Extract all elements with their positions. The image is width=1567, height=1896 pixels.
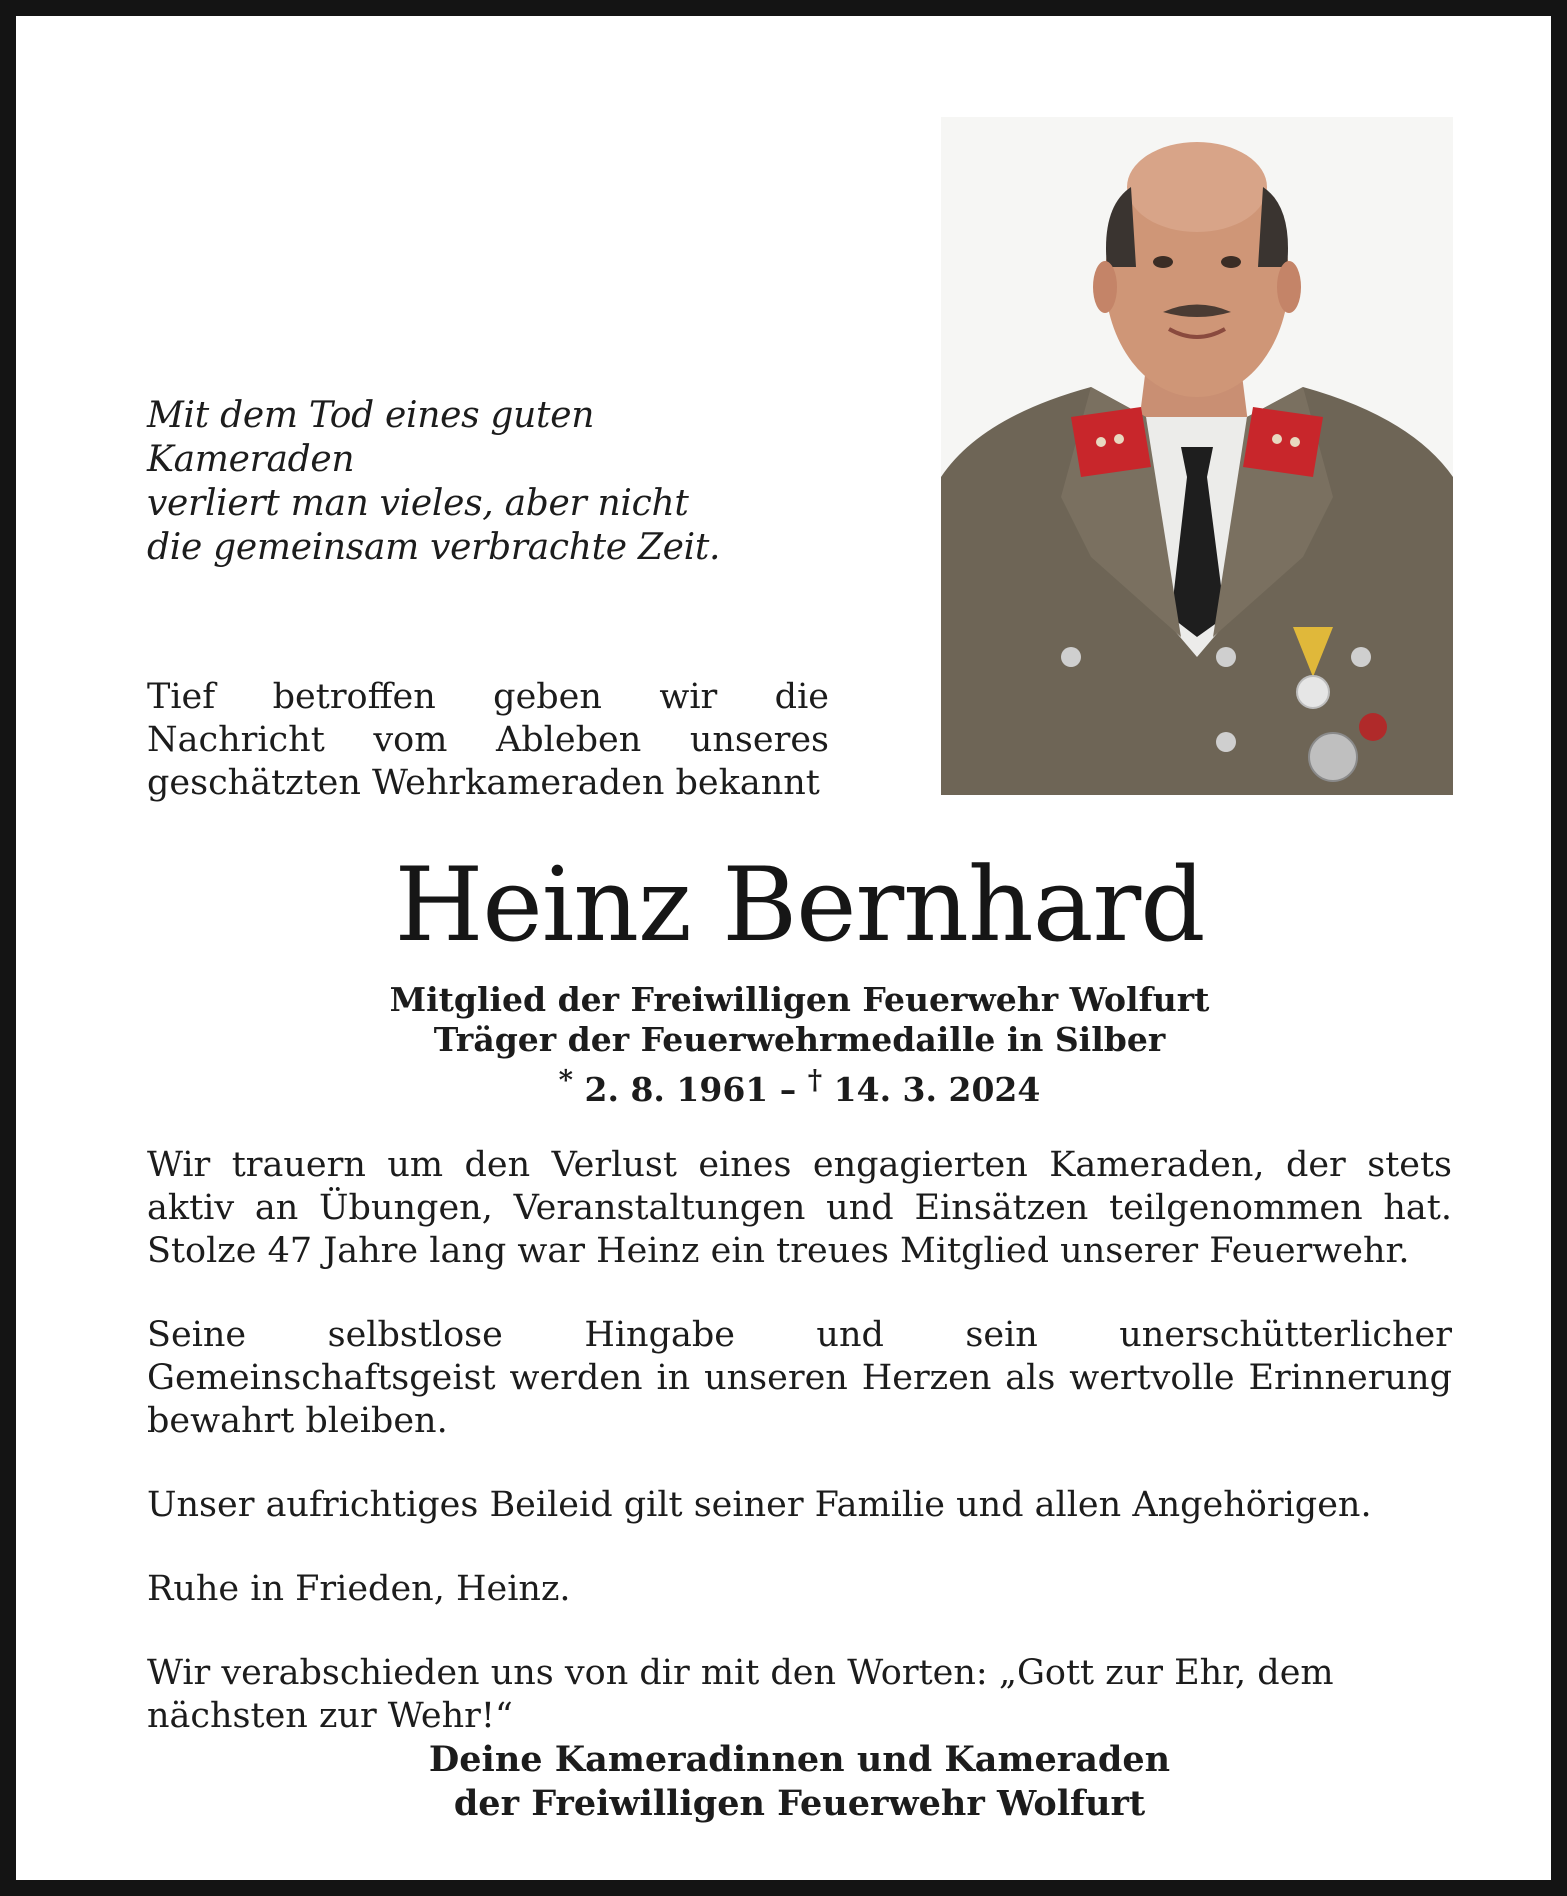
collar-patch-left xyxy=(1071,407,1151,477)
medal-line: Träger der Feuerwehrmedaille in Silber xyxy=(433,1020,1166,1059)
date-dash: – xyxy=(779,1070,797,1109)
body-paragraph: Wir verabschieden uns von dir mit den Worten: „Gott zur Ehr, dem nächsten zur Wehr!“ xyxy=(147,1653,1334,1736)
signature-line: Deine Kameradinnen und Kameraden xyxy=(428,1739,1171,1780)
membership-line: Mitglied der Freiwilligen Feuerwehr Wolfurt xyxy=(389,980,1210,1019)
collar-patch-right xyxy=(1243,407,1323,477)
quote-line: Mit dem Tod eines guten Kameraden xyxy=(147,395,595,480)
intro-text: Tief betroffen geben wir die Nachricht vom Ableben unseres geschätzten Wehrkameraden bekannt xyxy=(147,677,829,803)
life-dates xyxy=(16,1060,1567,1110)
birth-date: 2. 8. 1961 xyxy=(584,1070,769,1109)
deceased-name: Heinz Bernhard xyxy=(394,846,1205,965)
body-paragraph: Seine selbstlose Hingabe und sein unerschütterlicher Gemeinschaftsgeist werden in unseren Herzen als wertvolle Erinnerung bewahrt bleiben. xyxy=(147,1315,1452,1441)
obituary-body xyxy=(147,1144,1452,1779)
silver-medal xyxy=(1297,676,1329,708)
death-symbol: † xyxy=(807,1064,823,1096)
birth-symbol: * xyxy=(558,1064,574,1096)
body-paragraph: Ruhe in Frieden, Heinz. xyxy=(147,1569,571,1609)
death-date: 14. 3. 2024 xyxy=(833,1070,1041,1109)
quote-line: verliert man vieles, aber nicht xyxy=(147,483,689,524)
portrait-photo xyxy=(941,117,1453,795)
signature-line: der Freiwilligen Feuerwehr Wolfurt xyxy=(453,1783,1146,1824)
memorial-quote xyxy=(147,394,787,570)
signature-block xyxy=(16,1738,1567,1826)
portrait-illustration xyxy=(941,117,1453,795)
deceased-details xyxy=(16,980,1567,1110)
body-paragraph: Unser aufrichtiges Beileid gilt seiner Familie und allen Angehörigen. xyxy=(147,1485,1372,1525)
quote-line: die gemeinsam verbrachte Zeit. xyxy=(147,527,721,568)
body-paragraph: Wir trauern um den Verlust eines engagierten Kameraden, der stets aktiv an Übungen, Veranstaltungen und Einsätzen teilgenommen hat. Stolze 47 Jahre lang war Heinz ein treues Mitglied unserer Feuerwehr. xyxy=(147,1145,1452,1271)
